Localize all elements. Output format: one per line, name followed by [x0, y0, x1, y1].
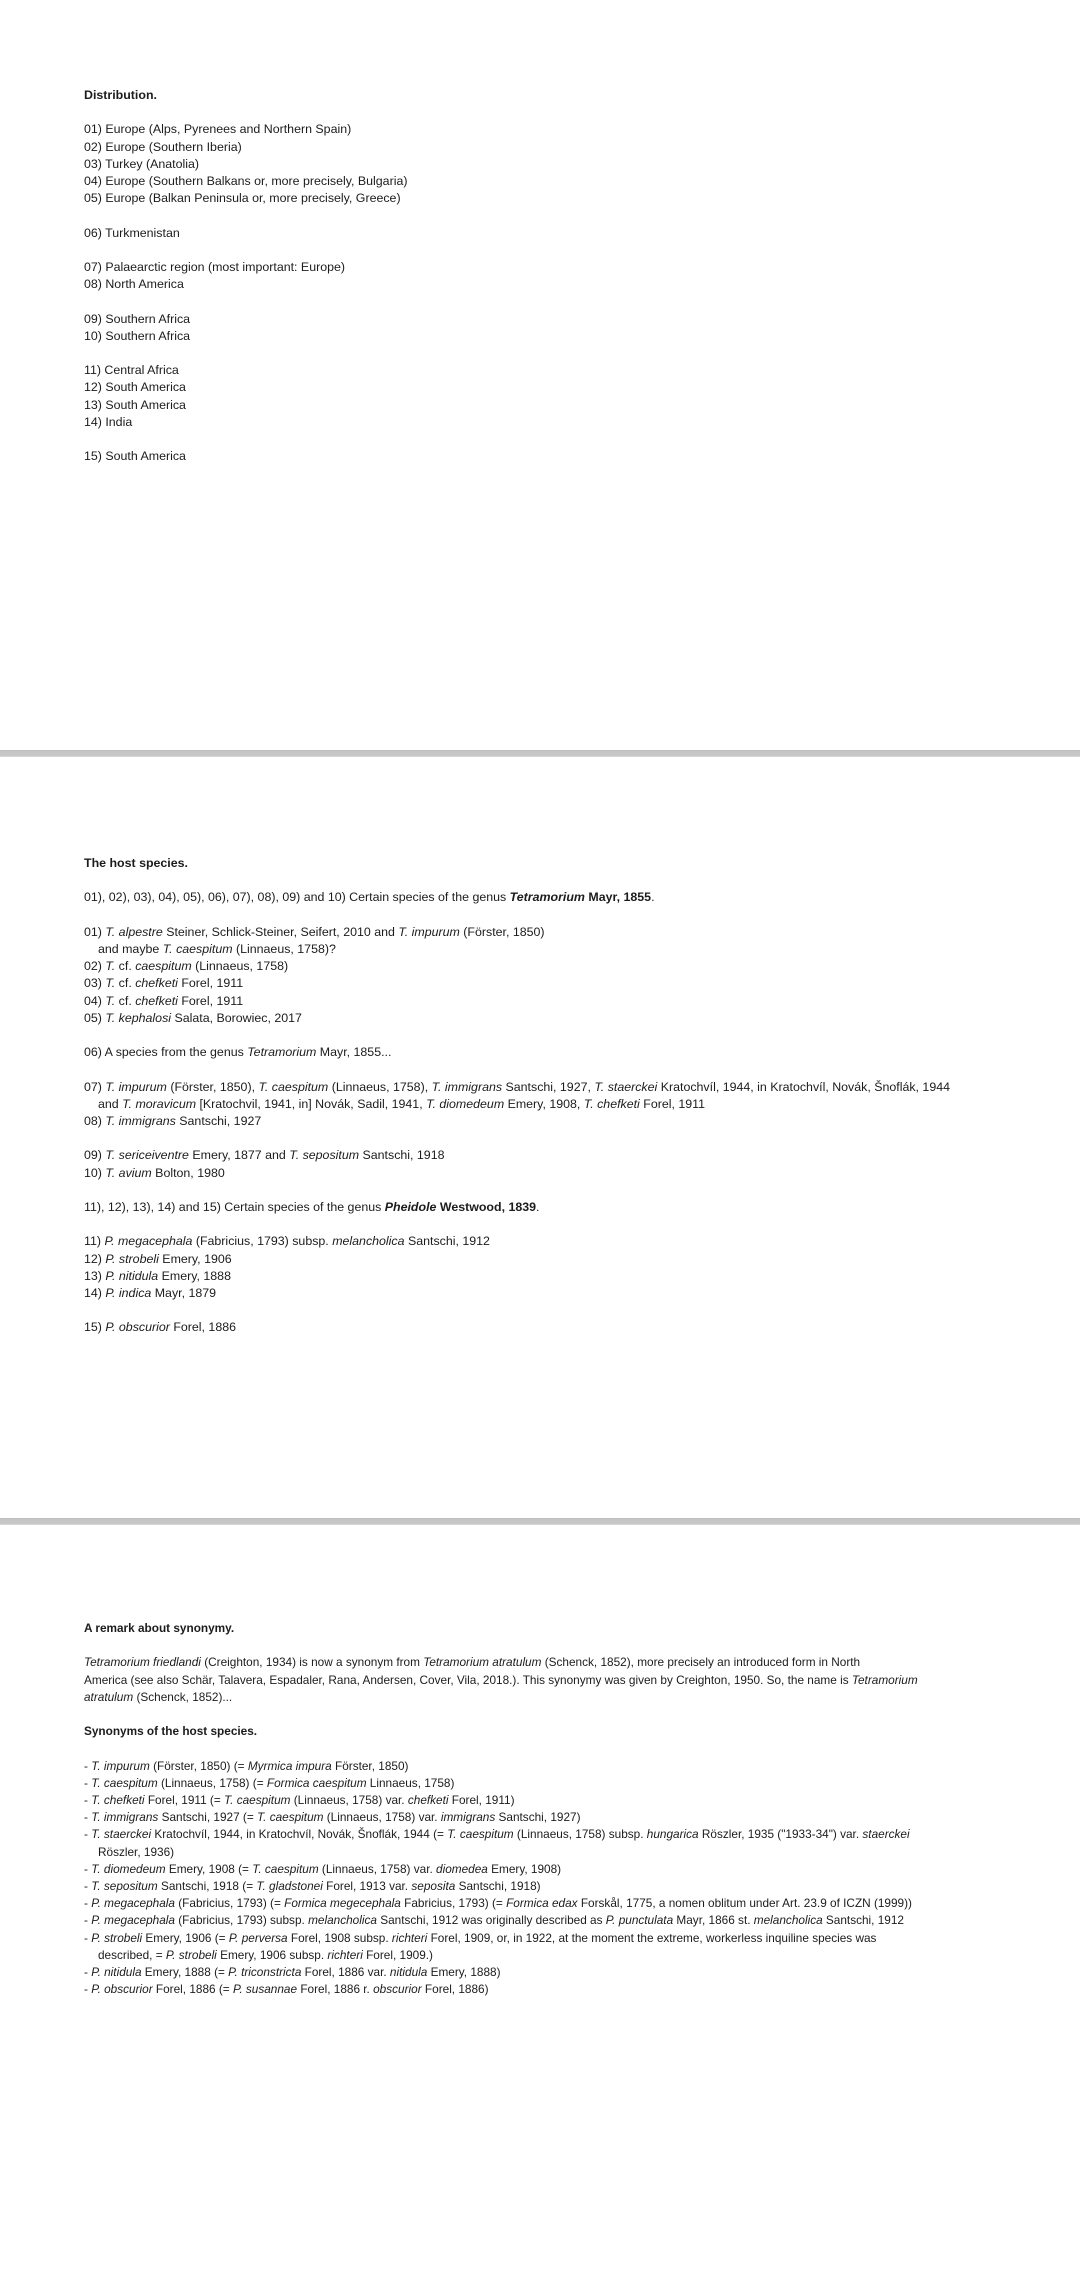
text-line [84, 1654, 1050, 1671]
text-line [84, 379, 1050, 396]
text-run-i: chefketi [407, 1793, 449, 1808]
text-run: . [651, 890, 655, 905]
text-run: Forel, 1911 (= [144, 1793, 225, 1808]
text-run: (Förster, 1850) (= [149, 1758, 248, 1773]
text-line [84, 1930, 1050, 1947]
text-run-b: Mayr, 1855 [584, 890, 652, 905]
text-run: (Fabricius, 1793) subsp. [174, 1913, 309, 1928]
blank-line [84, 1637, 1050, 1654]
text-run-i: T. caespitum [447, 1827, 514, 1842]
text-run: (Creighton, 1934) is now a synonym from [200, 1655, 424, 1670]
text-run: (Schenck, 1852), more precisely an introduced form in North [541, 1655, 861, 1670]
text-line [84, 958, 1050, 975]
text-run-i: T. sepositum [289, 1148, 360, 1163]
text-run-i: P. megacephala [91, 1896, 175, 1911]
text-line [84, 1964, 1050, 1981]
text-run-i: hungarica [646, 1827, 699, 1842]
text-run-i: immigrans [440, 1810, 496, 1825]
text-line [84, 1878, 1050, 1895]
text-run-i: T. diomedeum [426, 1096, 505, 1111]
text-run: (Linnaeus, 1758) var. [290, 1793, 408, 1808]
text-run-i: P. strobeli [105, 1251, 159, 1266]
text-run: Röszler, 1936) [98, 1844, 175, 1859]
text-line [84, 225, 1050, 242]
text-run: Mayr, 1866 st. [673, 1913, 754, 1928]
text-run-i: T. immigrans [431, 1079, 503, 1094]
text-run: 07) Palaearctic region (most important: Europe) [84, 260, 346, 275]
text-run: (Linnaeus, 1758), [328, 1079, 432, 1094]
text-run-i: T. kephalosi [105, 1010, 172, 1025]
text-run-i: chefketi [135, 993, 178, 1008]
text-run-i: diomedea [436, 1861, 488, 1876]
text-run: [Kratochvil, 1941, in] Novák, Sadil, 1941, [196, 1096, 427, 1111]
text-run-i: Tetramorium [247, 1045, 317, 1060]
text-run-i: P. indica [105, 1286, 152, 1301]
text-line [84, 1096, 1050, 1113]
text-run: Forel, 1911 [177, 993, 244, 1008]
text-run: - [84, 1896, 92, 1911]
blank-line [84, 242, 1050, 259]
blank-line [84, 1130, 1050, 1147]
text-run: Steiner, Schlick-Steiner, Seifert, 2010 and [162, 924, 399, 939]
text-run-i: T. moravicum [122, 1096, 197, 1111]
text-run: (Linnaeus, 1758)? [232, 942, 336, 957]
text-run: 04) Europe (Southern Balkans or, more precisely, Bulgaria) [84, 174, 408, 189]
text-run-i: staerckei [862, 1827, 910, 1842]
text-run: Santschi, 1927, [502, 1079, 595, 1094]
text-line [84, 397, 1050, 414]
text-run: 15) South America [84, 449, 186, 464]
text-run-i: melancholica [332, 1234, 405, 1249]
text-run: and maybe [98, 942, 163, 957]
text-run: Fabricius, 1793) (= [400, 1896, 507, 1911]
text-run: Forel, 1886 var. [301, 1965, 390, 1980]
text-run: Emery, 1906 (= [142, 1930, 229, 1945]
text-run: - [84, 1879, 92, 1894]
text-run: 14) India [84, 414, 133, 429]
section-heading [84, 1723, 1050, 1740]
text-run: Bolton, 1980 [151, 1165, 225, 1180]
text-run: Forskål, 1775, a nomen oblitum under Art. 23.9 of ICZN (1999)) [577, 1896, 912, 1911]
text-run: 02) [84, 959, 106, 974]
text-run: Synonyms of the host species. [84, 1724, 258, 1739]
text-run: - [84, 1775, 92, 1790]
text-run: 15) [84, 1320, 106, 1335]
text-run-i: P. nitidula [105, 1268, 159, 1283]
text-run: - [84, 1827, 92, 1842]
text-line [84, 1672, 1050, 1689]
blank-line [84, 104, 1050, 121]
text-run-i: P. obscurior [105, 1320, 170, 1335]
page-2 [0, 757, 1080, 1518]
text-line [84, 1912, 1050, 1929]
blank-line [84, 431, 1050, 448]
text-run: cf. [115, 959, 136, 974]
text-run: described, = [98, 1947, 166, 1962]
text-line [84, 1758, 1050, 1775]
page-3 [0, 1525, 1080, 2276]
text-run-i: Tetramorium atratulum [423, 1655, 542, 1670]
text-run-i: T. caespitum [162, 942, 233, 957]
text-run: Forel, 1911 [639, 1096, 706, 1111]
text-run-i: T. caespitum [252, 1861, 319, 1876]
text-line [84, 1895, 1050, 1912]
text-run: Emery, 1906 [158, 1251, 232, 1266]
text-run-i: T. [105, 959, 116, 974]
text-run-i: T. immigrans [105, 1114, 176, 1129]
text-run-i: P. strobeli [165, 1947, 217, 1962]
section-heading [84, 855, 1050, 872]
text-line [84, 139, 1050, 156]
text-line [84, 1809, 1050, 1826]
text-line [84, 1010, 1050, 1027]
text-run: Forel, 1909, or, in 1922, at the moment the extreme, workerless inquiline species was [427, 1930, 877, 1945]
text-run: Santschi, 1927 [175, 1114, 262, 1129]
text-run: Emery, 1888 [158, 1268, 231, 1283]
text-run-i: T. [105, 976, 116, 991]
text-line [84, 1079, 1050, 1096]
text-line [84, 1165, 1050, 1182]
text-run: Forel, 1911) [448, 1793, 515, 1808]
text-line [84, 259, 1050, 276]
text-run: - [84, 1793, 92, 1808]
text-run-i: P. perversa [228, 1930, 288, 1945]
text-run: (Schenck, 1852)... [133, 1689, 233, 1704]
text-line [84, 156, 1050, 173]
text-run: 11), 12), 13), 14) and 15) Certain species of the genus [84, 1200, 385, 1215]
text-run-bi: Pheidole [384, 1200, 437, 1215]
text-run: 01), 02), 03), 04), 05), 06), 07), 08), 09) and 10) Certain species of the genus [84, 890, 510, 905]
text-run: Forel, 1913 var. [322, 1879, 412, 1894]
blank-line [84, 1061, 1050, 1078]
text-run: (Fabricius, 1793) subsp. [192, 1234, 333, 1249]
text-line [84, 362, 1050, 379]
text-run: Santschi, 1918 [359, 1148, 445, 1163]
text-run-i: T. impurum [105, 1079, 167, 1094]
text-run-i: richteri [327, 1947, 363, 1962]
text-line [84, 448, 1050, 465]
text-run: 12) [84, 1251, 106, 1266]
text-run-i: richteri [391, 1930, 428, 1945]
text-run: 10) Southern Africa [84, 328, 191, 343]
text-run: Emery, 1888) [427, 1965, 501, 1980]
text-run-i: P. triconstricta [228, 1965, 302, 1980]
text-run: Emery, 1888 (= [141, 1965, 229, 1980]
text-run-i: T. caespitum [257, 1810, 324, 1825]
text-run-i: T. diomedeum [91, 1861, 166, 1876]
text-run-i: caespitum [135, 959, 192, 974]
blank-line [84, 293, 1050, 310]
page-divider [0, 1518, 1080, 1525]
text-run-i: T. impurum [91, 1758, 150, 1773]
text-run: - [84, 1930, 92, 1945]
text-line [84, 1233, 1050, 1250]
text-run: . [536, 1200, 540, 1215]
text-run-i: T. alpestre [105, 924, 163, 939]
text-run-i: P. susannae [232, 1982, 298, 1997]
text-run: 03) [84, 976, 106, 991]
text-run-i: Formica megecephala [284, 1896, 401, 1911]
text-run: America (see also Schär, Talavera, Espadaler, Rana, Andersen, Cover, Vila, 2018.). This synonymy was given by Creighton, 1950. So, the name is [84, 1672, 852, 1687]
text-run: Emery, 1908 (= [165, 1861, 253, 1876]
text-run: Forel, 1908 subsp. [287, 1930, 392, 1945]
text-run: Mayr, 1855... [316, 1045, 392, 1060]
text-run: Forel, 1909.) [362, 1947, 433, 1962]
text-line [84, 1861, 1050, 1878]
text-run-i: T. staerckei [91, 1827, 152, 1842]
text-run: (Fabricius, 1793) (= [174, 1896, 285, 1911]
text-run: Forel, 1911 [177, 976, 244, 991]
text-run: 01) Europe (Alps, Pyrenees and Northern Spain) [84, 122, 352, 137]
text-run: Forel, 1886 [169, 1320, 236, 1335]
blank-line [84, 1182, 1050, 1199]
text-run: Santschi, 1912 [822, 1913, 904, 1928]
text-run-i: T. sericeiventre [105, 1148, 189, 1163]
text-line [84, 1199, 1050, 1216]
text-run: 04) [84, 993, 106, 1008]
text-run: - [84, 1913, 92, 1928]
text-run: 13) [84, 1268, 106, 1283]
text-run-i: Tetramorium friedlandi [84, 1655, 201, 1670]
text-run: Röszler, 1935 ("1933-34") var. [698, 1827, 863, 1842]
text-run: 08) North America [84, 277, 184, 292]
text-run-i: chefketi [135, 976, 178, 991]
text-run-i: P. megacephala [104, 1234, 193, 1249]
text-run: (Linnaeus, 1758) [191, 959, 289, 974]
text-line [84, 1285, 1050, 1302]
text-run: Santschi, 1912 [404, 1234, 490, 1249]
text-run-i: P. megacephala [91, 1913, 175, 1928]
text-run-i: Tetramorium [851, 1672, 918, 1687]
text-run: Kratochvíl, 1944, in Kratochvíl, Novák, Šnoflák, 1944 (= [151, 1827, 448, 1842]
text-run: Santschi, 1927) [495, 1810, 581, 1825]
text-run-i: T. caespitum [258, 1079, 329, 1094]
text-run-i: T. caespitum [91, 1775, 158, 1790]
text-run: (Linnaeus, 1758) var. [323, 1810, 441, 1825]
text-run: 11) [84, 1234, 105, 1249]
text-run: Santschi, 1927 (= [158, 1810, 258, 1825]
text-run: 05) Europe (Balkan Peninsula or, more precisely, Greece) [84, 191, 401, 206]
text-run-i: T. gladstonei [256, 1879, 323, 1894]
text-run: 03) Turkey (Anatolia) [84, 156, 200, 171]
text-run-i: melancholica [308, 1913, 377, 1928]
text-run: Forel, 1886) [421, 1982, 489, 1997]
text-run: Kratochvíl, 1944, in Kratochvíl, Novák, Šnoflák, 1944 [657, 1079, 950, 1094]
text-line [84, 993, 1050, 1010]
text-run: 09) Southern Africa [84, 311, 191, 326]
text-run: Santschi, 1918 (= [157, 1879, 257, 1894]
text-run: Emery, 1877 and [188, 1148, 290, 1163]
text-run: 13) South America [84, 397, 186, 412]
text-run-i: P. nitidula [91, 1965, 142, 1980]
text-run: cf. [115, 993, 136, 1008]
text-run: Distribution. [84, 88, 157, 102]
text-run-i: atratulum [84, 1689, 134, 1704]
text-run-i: T. [105, 993, 116, 1008]
text-run-i: T. staerckei [594, 1079, 658, 1094]
text-line [84, 924, 1050, 941]
blank-line [84, 1706, 1050, 1723]
text-run-i: Formica edax [506, 1896, 578, 1911]
text-line [84, 276, 1050, 293]
text-run: (Linnaeus, 1758) var. [318, 1861, 437, 1876]
text-run-i: T. impurum [398, 924, 460, 939]
text-run: Emery, 1908, [504, 1096, 584, 1111]
text-run: Mayr, 1879 [151, 1286, 217, 1301]
text-run: Santschi, 1918) [455, 1879, 541, 1894]
text-line [84, 889, 1050, 906]
text-run: Salata, Borowiec, 2017 [171, 1010, 302, 1025]
text-run: 05) [84, 1010, 106, 1025]
text-run: 01) [84, 924, 106, 939]
text-run: 06) Turkmenistan [84, 225, 180, 240]
text-run: Emery, 1906 subsp. [216, 1947, 328, 1962]
text-line [84, 311, 1050, 328]
text-line [84, 1319, 1050, 1336]
text-run: - [84, 1965, 92, 1980]
text-run: 08) [84, 1114, 106, 1129]
text-run: 07) [84, 1079, 106, 1094]
text-line [84, 1826, 1050, 1843]
text-run-i: P. strobeli [91, 1930, 143, 1945]
text-run-i: nitidula [389, 1965, 428, 1980]
text-run: (Linnaeus, 1758) subsp. [513, 1827, 647, 1842]
text-run: Förster, 1850) [331, 1758, 409, 1773]
text-run: Forel, 1886 (= [152, 1982, 233, 1997]
text-run-i: P. punctulata [605, 1913, 674, 1928]
text-run: Emery, 1908) [487, 1861, 562, 1876]
text-run: 14) [84, 1286, 106, 1301]
text-line [84, 173, 1050, 190]
page-divider [0, 750, 1080, 757]
text-run: Forel, 1886 r. [297, 1982, 374, 1997]
section-heading [84, 1620, 1050, 1637]
text-line [84, 1044, 1050, 1061]
text-run-i: T. sepositum [91, 1879, 158, 1894]
blank-line [84, 1740, 1050, 1757]
text-run-i: obscurior [373, 1982, 422, 1997]
text-line [84, 1251, 1050, 1268]
text-run-i: P. obscurior [91, 1982, 153, 1997]
blank-line [84, 1216, 1050, 1233]
text-run: - [84, 1758, 92, 1773]
text-run: 02) Europe (Southern Iberia) [84, 139, 242, 154]
text-run: 12) South America [84, 380, 186, 395]
text-line [84, 941, 1050, 958]
text-run-i: Formica caespitum [266, 1775, 367, 1790]
text-run: A remark about synonymy. [84, 1621, 235, 1635]
section-heading [84, 87, 1050, 104]
text-run-i: T. caespitum [224, 1793, 291, 1808]
text-line [84, 1147, 1050, 1164]
text-run-i: T. chefketi [583, 1096, 640, 1111]
text-run: Santschi, 1912 was originally described as [376, 1913, 606, 1928]
text-line [84, 1792, 1050, 1809]
page-1 [0, 0, 1080, 750]
text-line [84, 414, 1050, 431]
blank-line [84, 872, 1050, 889]
text-line [84, 328, 1050, 345]
text-run: - [84, 1810, 92, 1825]
text-run-i: T. avium [105, 1165, 152, 1180]
text-run-i: T. chefketi [91, 1793, 145, 1808]
text-line [84, 1775, 1050, 1792]
text-run-i: melancholica [753, 1913, 823, 1928]
text-line [84, 1113, 1050, 1130]
text-line [84, 190, 1050, 207]
blank-line [84, 907, 1050, 924]
blank-line [84, 1027, 1050, 1044]
text-run: (Linnaeus, 1758) (= [157, 1775, 267, 1790]
text-run: (Förster, 1850) [459, 924, 545, 939]
text-run-bi: Tetramorium [509, 890, 585, 905]
text-line [84, 1947, 1050, 1964]
blank-line [84, 345, 1050, 362]
text-run: 06) A species from the genus [84, 1045, 248, 1060]
text-run-i: Myrmica impura [247, 1758, 332, 1773]
blank-line [84, 1302, 1050, 1319]
text-run: cf. [115, 976, 136, 991]
text-run: and [98, 1096, 123, 1111]
text-run: Linnaeus, 1758) [366, 1775, 455, 1790]
text-run: The host species. [84, 856, 188, 870]
blank-line [84, 207, 1050, 224]
text-line [84, 1981, 1050, 1998]
text-run-b: Westwood, 1839 [436, 1200, 537, 1215]
text-line [84, 975, 1050, 992]
text-run: - [84, 1982, 92, 1997]
text-run: - [84, 1861, 92, 1876]
text-run-i: T. immigrans [91, 1810, 159, 1825]
text-line [84, 1689, 1050, 1706]
text-line [84, 121, 1050, 138]
text-line [84, 1844, 1050, 1861]
text-run: 11) Central Africa [84, 363, 179, 378]
text-run: (Förster, 1850), [166, 1079, 259, 1094]
text-run: 10) [84, 1165, 106, 1180]
text-run: 09) [84, 1148, 106, 1163]
text-line [84, 1268, 1050, 1285]
text-run-i: seposita [411, 1879, 456, 1894]
